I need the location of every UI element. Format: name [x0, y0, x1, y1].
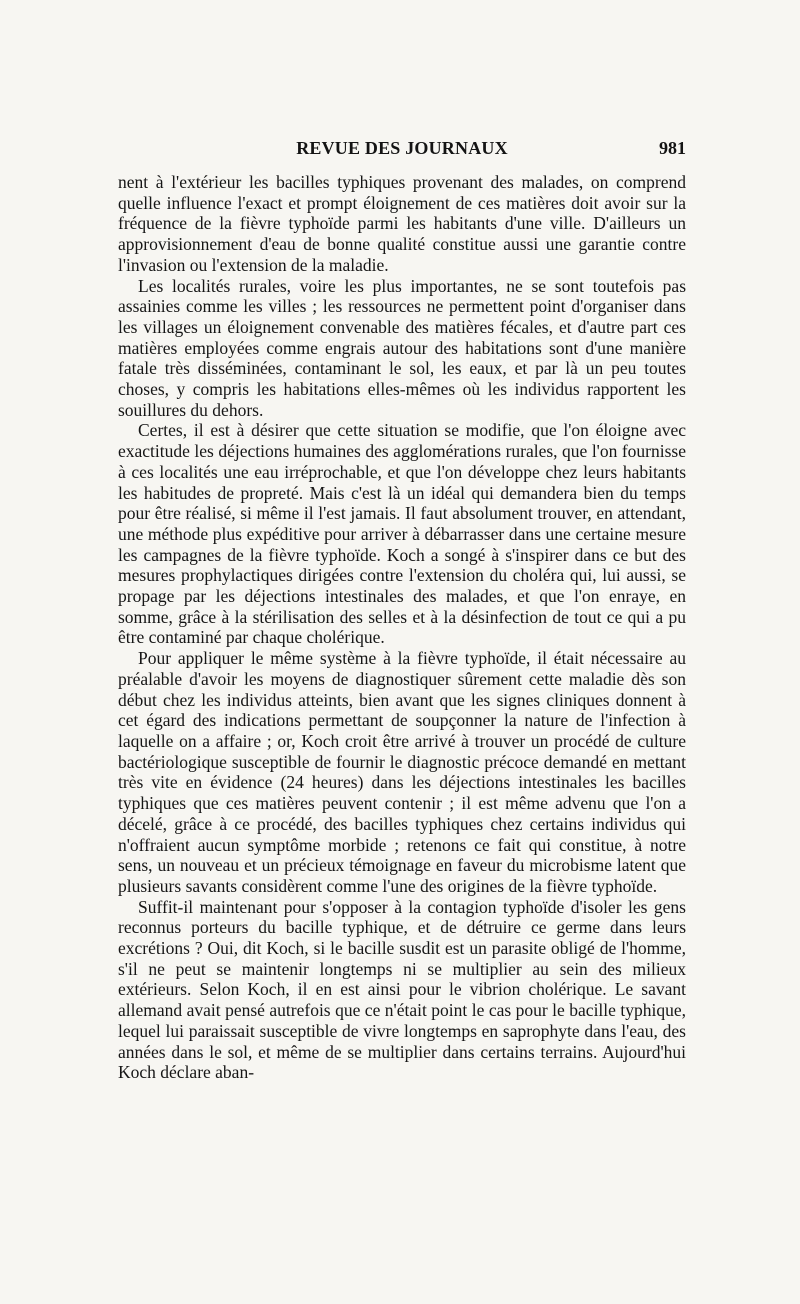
running-head — [118, 138, 686, 164]
paragraph-continued: nent à l'extérieur les bacilles typhiques provenant des malades, on comprend quelle influence l'exact et prompt éloignement de ces matières doit avoir sur la fréquence de la fièvre typhoïde parmi les habitants d'une ville. D'ailleurs un approvisionnement d'eau de bonne qualité constitue aussi une garantie contre l'invasion ou l'extension de la maladie. — [118, 172, 686, 275]
page-number: 981 — [659, 138, 686, 158]
paragraph: Suffit-il maintenant pour s'opposer à la contagion typhoïde d'isoler les gens reconnus porteurs du bacille typhique, et de détruire ce germe dans leurs excrétions ? Oui, dit Koch, si le bacille susdit est un parasite obligé de l'homme, s'il ne peut se maintenir longtemps ni se multiplier au sein des milieux extérieurs. Selon Koch, il en est ainsi pour le vibrion cholérique. Le savant allemand avait pensé autrefois que ce n'était point le cas pour le bacille typhique, lequel lui paraissait susceptible de vivre longtemps en saprophyte dans l'eau, des années dans le sol, et même de se multiplier dans certains terrains. Aujourd'hui Koch déclare aban- — [118, 896, 686, 1083]
running-title: REVUE DES JOURNAUX — [296, 138, 508, 158]
paragraph: Certes, il est à désirer que cette situation se modifie, que l'on éloigne avec exactitude les déjections humaines des agglomérations rurales, que l'on fournisse à ces localités une eau irréprochable, et que l'on développe chez leurs habitants les habitudes de propreté. Mais c'est là un idéal qui demandera bien du temps pour être réalisé, si même il l'est jamais. Il faut absolument trouver, en attendant, une méthode plus expéditive pour arriver à débarrasser dans une certaine mesure les campagnes de la fièvre typhoïde. Koch a songé à s'inspirer dans ce but des mesures prophylactiques dirigées contre l'extension du choléra qui, lui aussi, se propage par les déjections intestinales des malades, et que l'on enraye, en somme, grâce à la stérilisation des selles et à la désinfection de tout ce qui a pu être contaminé par chaque cholérique. — [118, 420, 686, 648]
article-body — [118, 172, 686, 1083]
paragraph: Les localités rurales, voire les plus importantes, ne se sont toutefois pas assainies comme les villes ; les ressources ne permettent point d'organiser dans les villages un éloignement convenable des matières fécales, et d'autre part ces matières employées comme engrais autour des habitations sont d'une manière fatale très disséminées, contaminant le sol, les eaux, et par là un peu toutes choses, y compris les habitations elles-mêmes où les individus rapportent les souillures du dehors. — [118, 275, 686, 420]
paragraph: Pour appliquer le même système à la fièvre typhoïde, il était nécessaire au préalable d'avoir les moyens de diagnostiquer sûrement cette maladie dès son début chez les individus atteints, bien avant que les signes cliniques donnent à cet égard des indications permettant de soupçonner la nature de l'infection à laquelle on a affaire ; or, Koch croit être arrivé à trouver un procédé de culture bactériologique susceptible de fournir le diagnostic précoce demandé en mettant très vite en évidence (24 heures) dans les déjections intestinales les bacilles typhiques que ces matières peuvent contenir ; il est même advenu que l'on a décelé, grâce à ce procédé, des bacilles typhiques chez certains individus qui n'offraient aucun symptôme morbide ; retenons ce fait qui constitue, à notre sens, un nouveau et un précieux témoignage en faveur du microbisme latent que plusieurs savants considèrent comme l'une des origines de la fièvre typhoïde. — [118, 648, 686, 896]
